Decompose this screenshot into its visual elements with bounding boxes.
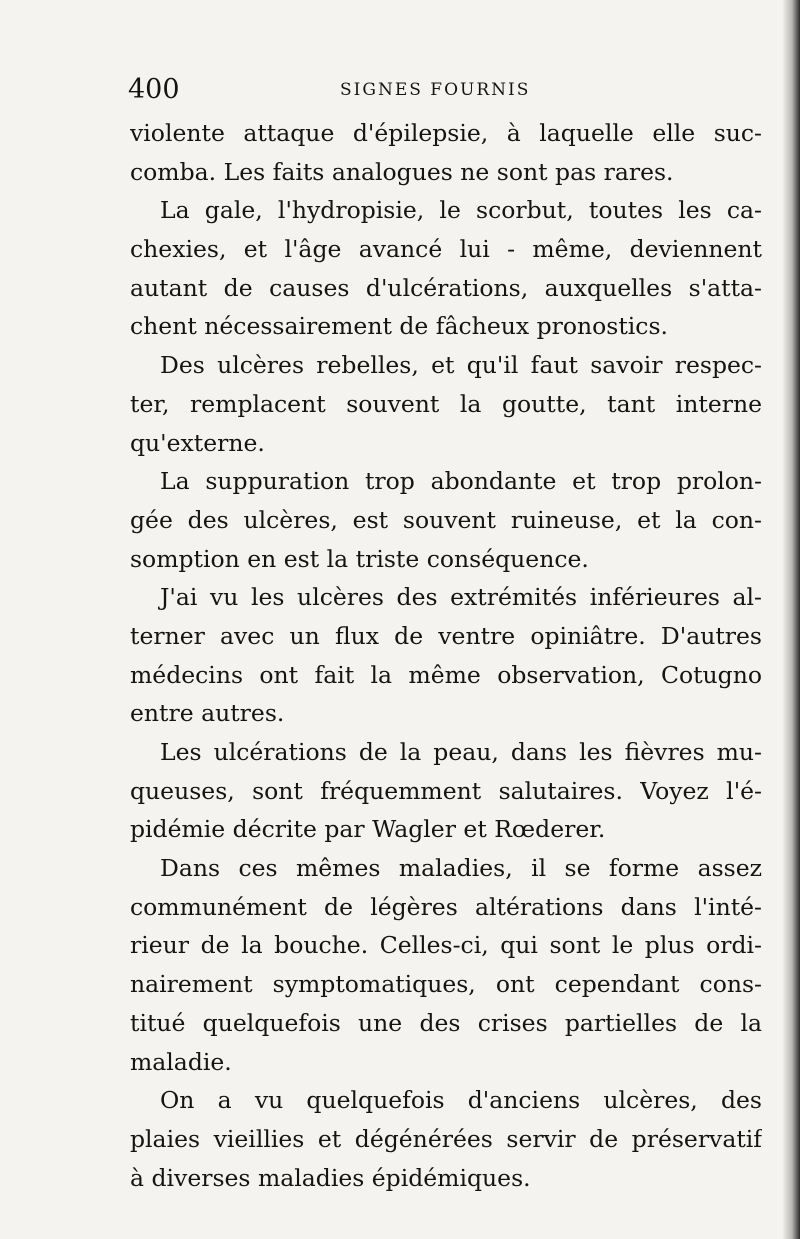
body-text [130, 114, 762, 1197]
text-line: titué quelquefois une des crises partielles de la [130, 1008, 762, 1037]
text-line: entre autres. [130, 699, 285, 728]
text-line: Dans ces mêmes maladies, il se forme assez [160, 854, 762, 883]
page-edge-shadow [782, 0, 800, 1239]
text-line: Les ulcérations de la peau, dans les fièvres mu- [160, 738, 762, 766]
running-head: SIGNES FOURNIS [340, 80, 531, 100]
page-header [128, 74, 768, 106]
text-line: La gale, l'hydropisie, le scorbut, toutes les ca- [160, 196, 762, 225]
text-line: ter, remplacent souvent la goutte, tant interne [130, 389, 762, 418]
text-line: J'ai vu les ulcères des extrémités inférieures al- [160, 583, 762, 612]
text-line: nairement symptomatiques, ont cependant cons- [130, 970, 762, 999]
text-line: On a vu quelquefois d'anciens ulcères, des [160, 1086, 762, 1115]
text-line: chexies, et l'âge avancé lui - même, deviennent [130, 235, 762, 264]
text-line: chent nécessairement de fâcheux pronostics. [130, 312, 668, 341]
text-line: qu'externe. [130, 428, 265, 457]
text-line: maladie. [130, 1047, 232, 1076]
text-line: Des ulcères rebelles, et qu'il faut savoir respec- [160, 351, 762, 380]
text-line: communément de légères altérations dans l'inté- [130, 892, 762, 921]
text-line: rieur de la bouche. Celles-ci, qui sont le plus ordi- [130, 931, 762, 960]
text-line: somption en est la triste conséquence. [130, 544, 589, 573]
text-line: médecins ont fait la même observation, Cotugno [130, 660, 762, 689]
text-line: terner avec un flux de ventre opiniâtre. D'autres [130, 621, 762, 650]
text-line: comba. Les faits analogues ne sont pas rares. [130, 157, 674, 186]
text-line: La suppuration trop abondante et trop prolon- [160, 467, 762, 496]
text-line: plaies vieillies et dégénérées servir de préservatif [130, 1124, 762, 1153]
page-number: 400 [128, 74, 180, 105]
text-line: queuses, sont fréquemment salutaires. Voyez l'é- [130, 776, 762, 805]
text-line: à diverses maladies épidémiques. [130, 1163, 531, 1192]
text-line: pidémie décrite par Wagler et Rœderer. [130, 815, 606, 844]
text-line: gée des ulcères, est souvent ruineuse, et la con- [130, 505, 762, 534]
text-line: violente attaque d'épilepsie, à laquelle elle suc- [130, 119, 762, 147]
text-line: autant de causes d'ulcérations, auxquelles s'atta- [130, 273, 762, 302]
